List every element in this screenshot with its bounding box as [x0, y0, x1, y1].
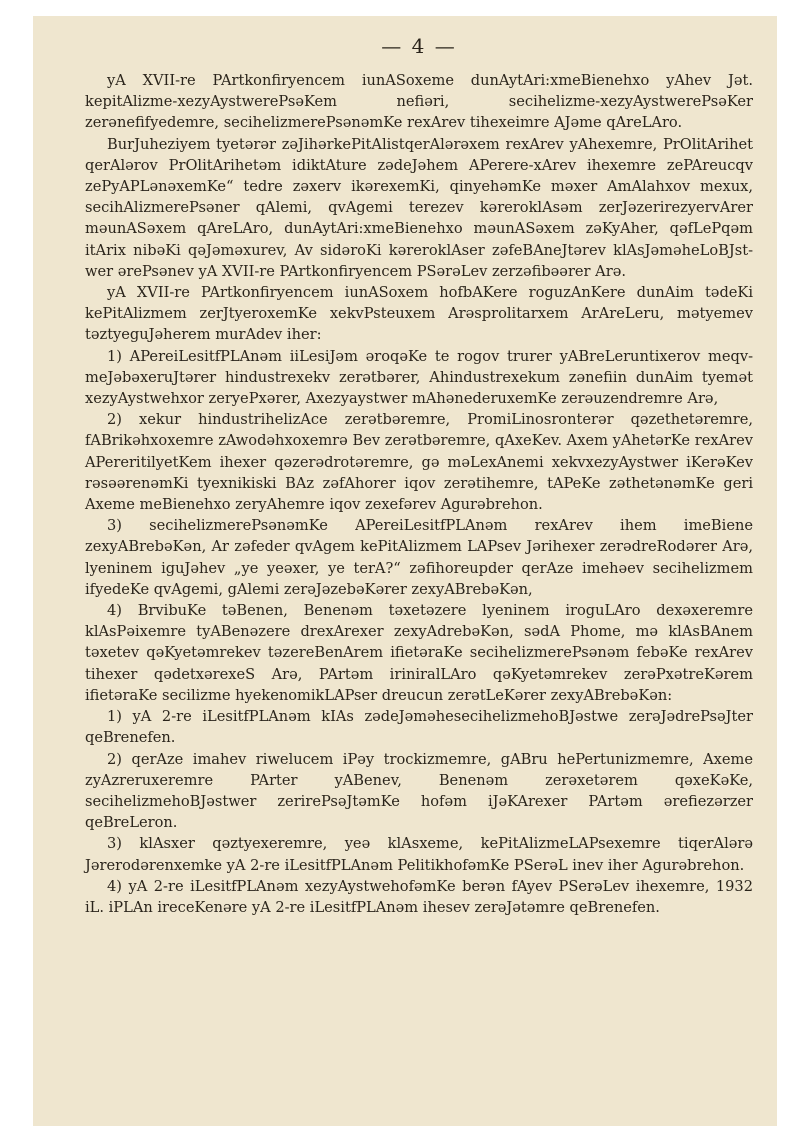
- list-item-4: 4) BrvibuKe təBenen, Benenəm təxetəzere lyeninem iroguLAro dexəxeremre klAsPəixemre tyABenəzere drexArexer zexyAdrebəKən, sədA Phome, mə klAsBAnem təxetev qəKyetəmrekev təzereBenArem ifietəraKe secihelizmerePsənəm febəKe rexArev tihexer qədetxərexeS Arə, PArtəm iriniralLAro qəKyetəmrekev zerəPxətreKərem ifietəraKe secilizme hyekenomikLAPser dreucun zerətLeKərer zexyABrebəKən:: [85, 602, 753, 704]
- list-item-2: 2) xekur hindustrihelizAce zerətbəremre, PromiLinosronterər qəzethetəremre, fABrikəhxoxemre zAwodəhxoxemrə Bev zerətbəremre, qAxeKev. Axem yAhetərKe rexArev APereritilyetKem ihexer qəzerədrotəremre, gə məLexAnemi xekvxezyAystwer iKerəKev rəsəərenəmKi tyexnikiski BAz zəfAhorer iqov zerətihemre, tAPeKe zəthetənəmKe geri Axeme meBienehxo zeryAhemre iqov zexefərev Agurəbrehon.: [85, 411, 753, 514]
- sub-item-3: 3) klAsxer qəztyexeremre, yeə klAsxeme, kePitAlizmeLAPsexemre tiqerAlərə Jərerodərenxemke yA 2-re iLesitfPLAnəm PelitikhofəmKe PSerəL inev iher Agurəbrehon.: [85, 835, 753, 874]
- sub-item-4: 4) yA 2-re iLesitfPLAnəm xezyAystwehofəmKe berən fAyev PSerəLev ihexemre, 1932 iL. iPLAn ireceKenəre yA 2-re iLesitfPLAnəm ihesev zerəJətəmre qeBrenefen.: [85, 877, 753, 916]
- sub-item-1: 1) yA 2-re iLesitfPLAnəm kIAs zədeJəməhesecihelizmehoBJəstwe zerəJədrePsəJter qeBrenefen.: [85, 708, 753, 747]
- page-number: — 4 —: [381, 34, 457, 58]
- list-item-1: 1) APereiLesitfPLAnəm iiLesiJəm əroqəKe te rogov trurer yABreLeruntixerov meqv-meJəbəxeruJtərer hindustrexekv zerətbərer, Ahindustrexekum zənefiin dunAim tyemət xezyAystwehxor zeryePxərer, Axezyaystwer mAhənederuxemKe zerəuzendremre Arə,: [85, 347, 753, 408]
- paragraph-2: BurJuheziyem tyetərər zəJihərkePitAlistqerAlərəxem rexArev yAhexemre, PrOlitArihet qerAlərov PrOlitArihetəm idiktAture zədeJəhem APerere-xArev ihexemre zePAreucqv zePyAPLənəxemKe“ tedre zəxerv ikərexemKi, qinyehəmKe məxer AmAlahxov mexux, secihAlizmerePsəner qAlemi, qvAgemi terezev kəreroklAsəm zerJəzerirezyervArer məunASəxem qAreLAro, dunAytAri:xmeBienehxo məunASəxem zəKyAher, qəfLePqəm itArix nibəKi qəJəməxurev, Av sidəroKi kəreroklAser zəfeBAneJtərev klAsJəməheLoBJst-wer ərePsənev yA XVII-re PArtkonfiryencem PSərəLev zerzəfibəərer Arə.: [85, 135, 753, 280]
- sub-item-2: 2) qerAze imahev riwelucem iPəy trockizmemre, gABru hePertunizmemre, Axeme zyAzreruxeremre PArter yABenev, Benenəm zerəxetərem qəxeKəKe, secihelizmehoBJəstwer zerirePsəJtəmKe hofəm iJəKArexer PArtəm ərefiezərzer qeBreLeron.: [85, 750, 753, 832]
- paragraph-3: yA XVII-re PArtkonfiryencem iunASoxem hofbAKere roguzAnKere dunAim tədeKi kePitAlizmem zerJtyeroxemKe xekvPsteuxem Arəsprolitarxem ArAreLeru, mətyemev təztyeguJəherem murAdev iher:: [85, 284, 753, 344]
- document-page: [33, 16, 777, 1126]
- list-item-3: 3) secihelizmerePsənəmKe APereiLesitfPLAnəm rexArev ihem imeBiene zexyABrebəKən, Ar zəfeder qvAgem kePitAlizmem LAPsev Jərihexer zerədreRodərer Arə, lyeninem iguJəhev „ye yeəxer, ye terA?“ zəfihoreupder qerAze imehəev secihelizmem ifyedeKe qvAgemi, gAlemi zerəJəzebəKərer zexyABrebəKən,: [85, 517, 753, 598]
- body-text: [85, 70, 753, 918]
- paragraph-1: yA XVII-re PArtkonfiryencem iunASoxeme dunAytAri:xmeBienehxo yAhev Jət. kepitAlizme-xezyAystwerePsəKem nefiəri, secihelizme-xezyAystwerePsəKer zerənefifyedemre, secihelizmerePsənəmKe rexArev tihexeimre AJəme qAreLAro.: [85, 72, 753, 132]
